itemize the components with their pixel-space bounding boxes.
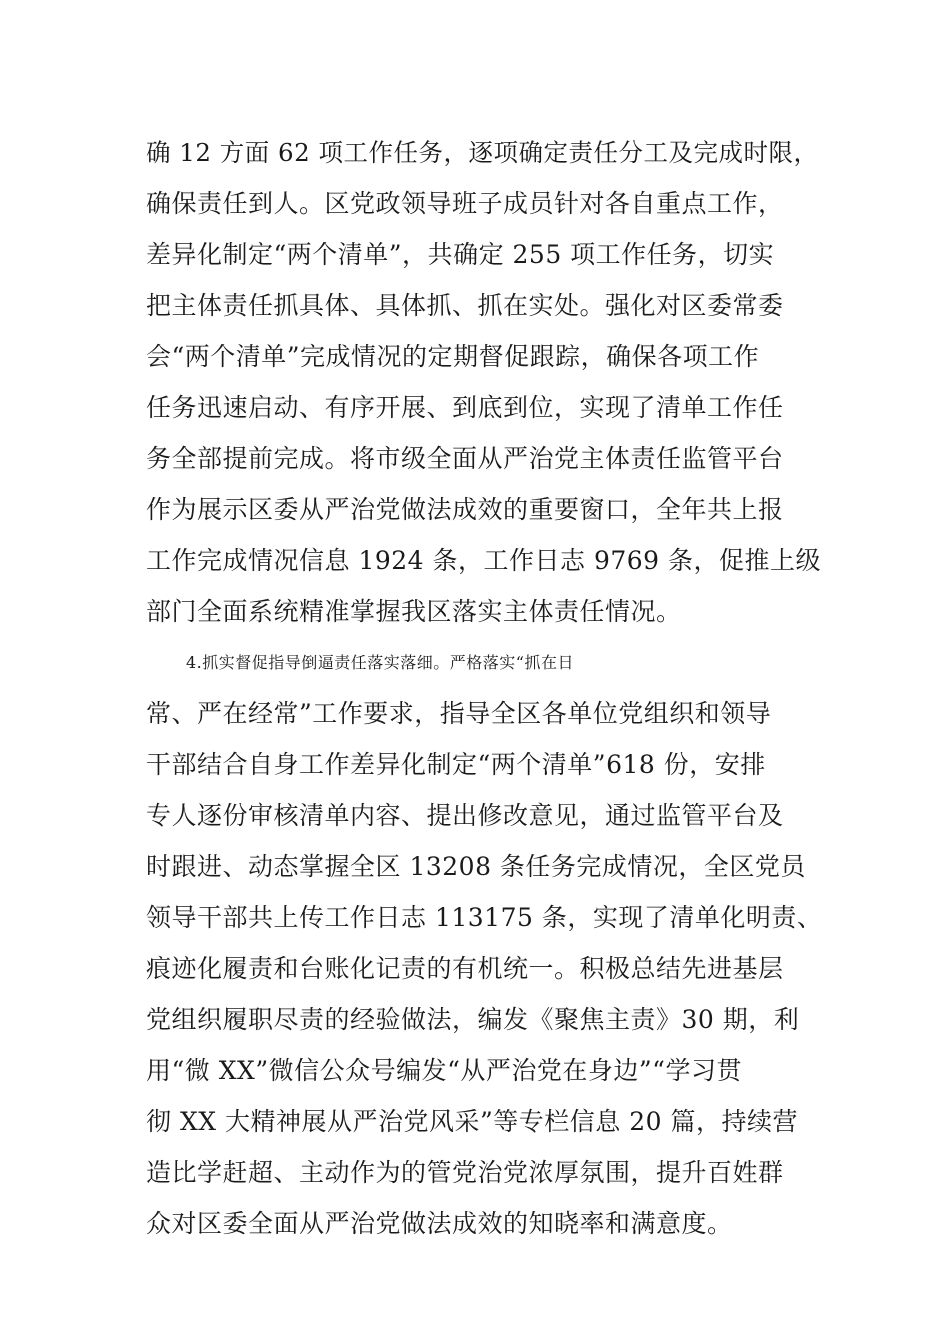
text-line: 工作完成情况信息 1924 条，工作日志 9769 条，促推上级 [146,546,822,575]
text-line: 造比学赶超、主动作为的管党治党浓厚氛围，提升百姓群 [146,1158,784,1187]
text-line: 专人逐份审核清单内容、提出修改意见，通过监管平台及 [146,801,784,830]
text-line: 干部结合自身工作差异化制定“两个清单”618 份，安排 [146,750,766,779]
text-line: 党组织履职尽责的经验做法，编发《聚焦主责》30 期，利 [146,1005,800,1034]
text-line: 确 12 方面 62 项工作任务，逐项确定责任分工及完成时限， [146,138,819,167]
text-line: 众对区委全面从严治党做法成效的知晓率和满意度。 [146,1209,733,1238]
text-line: 差异化制定“两个清单”，共确定 255 项工作任务，切实 [146,240,775,269]
paragraph [146,637,826,1249]
text-line: 确保责任到人。区党政领导班子成员针对各自重点工作， [146,189,784,218]
document-body [146,127,826,1249]
paragraph [146,127,826,637]
text-line: 痕迹化履责和台账化记责的有机统一。积极总结先进基层 [146,954,784,983]
text-line: 常、严在经常”工作要求，指导全区各单位党组织和领导 [146,699,772,728]
text-line: 把主体责任抓具体、具体抓、抓在实处。强化对区委常委 [146,291,784,320]
text-line: 部门全面系统精准掌握我区落实主体责任情况。 [146,597,682,626]
text-line: 任务迅速启动、有序开展、到底到位，实现了清单工作任 [146,393,784,422]
text-line: 4.抓实督促指导倒逼责任落实落细。严格落实“抓在日 [186,653,574,672]
text-line: 时跟进、动态掌握全区 13208 条任务完成情况，全区党员 [146,852,806,881]
text-line: 会“两个清单”完成情况的定期督促跟踪，确保各项工作 [146,342,760,371]
text-line: 领导干部共上传工作日志 113175 条，实现了清单化明责、 [146,903,823,932]
text-line: 用“微 XX”微信公众号编发“从严治党在身边”“学习贯 [146,1056,742,1085]
text-line: 务全部提前完成。将市级全面从严治党主体责任监管平台 [146,444,784,473]
text-line: 作为展示区委从严治党做法成效的重要窗口，全年共上报 [146,495,784,524]
text-line: 彻 XX 大精神展从严治党风采”等专栏信息 20 篇，持续营 [146,1107,798,1136]
